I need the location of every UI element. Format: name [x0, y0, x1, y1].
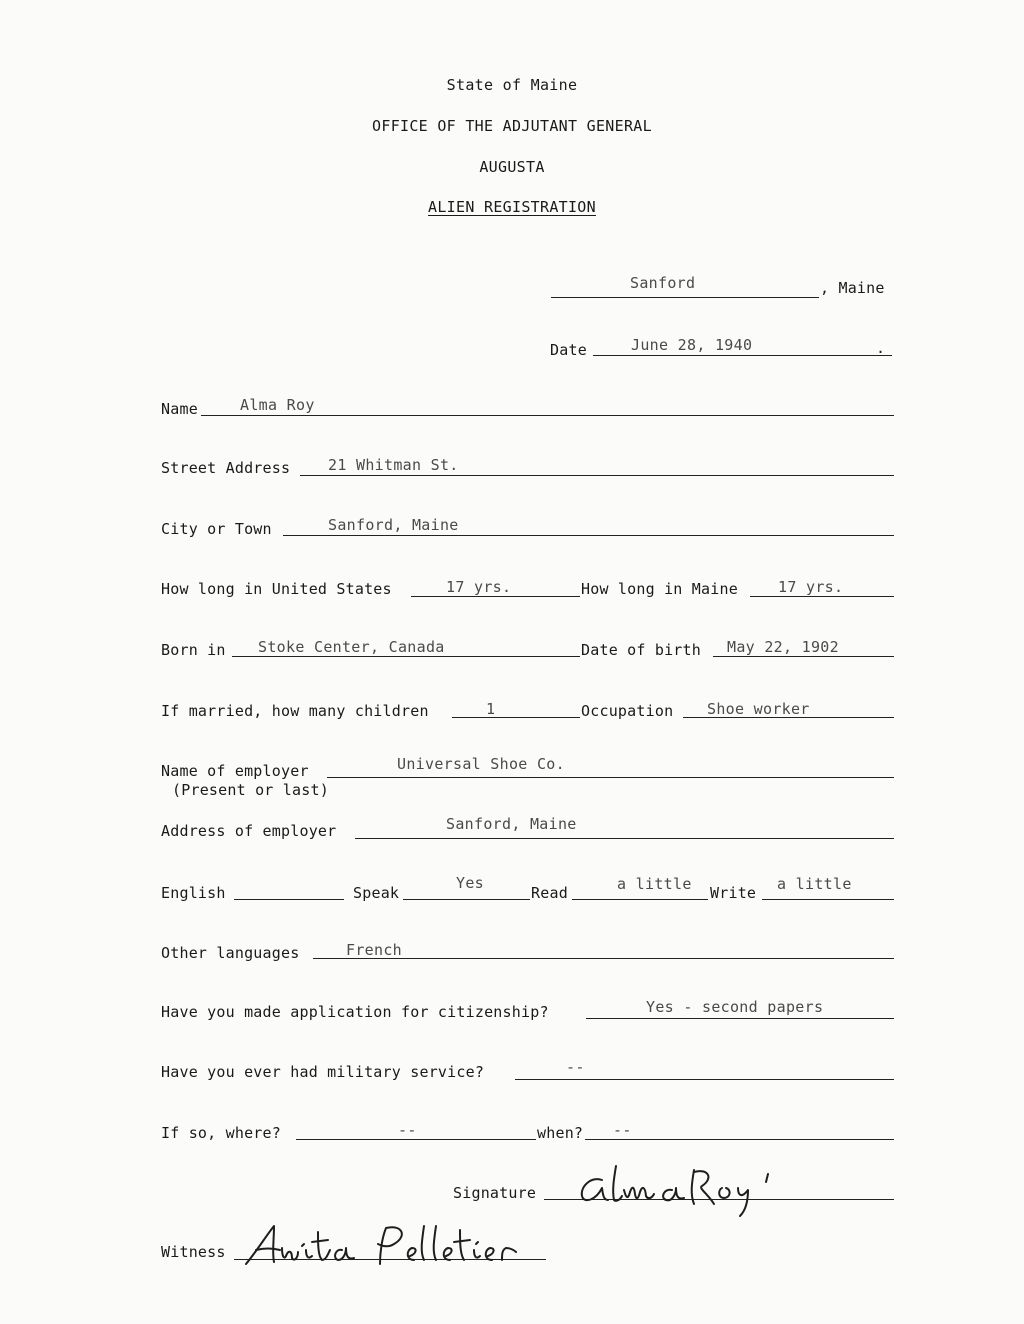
how-long-maine-label: How long in Maine	[581, 580, 738, 598]
employer-name-label: Name of employer	[161, 762, 309, 780]
form-title: ALIEN REGISTRATION	[428, 198, 596, 216]
city-line	[283, 535, 894, 536]
name-line	[201, 415, 894, 416]
city-value: Sanford, Maine	[328, 516, 459, 534]
citizenship-value: Yes - second papers	[646, 998, 824, 1016]
employer-address-line	[355, 838, 894, 839]
city-label: City or Town	[161, 520, 272, 538]
witness-label: Witness	[161, 1243, 226, 1261]
children-label: If married, how many children	[161, 702, 429, 720]
how-long-us-value: 17 yrs.	[446, 578, 512, 596]
occupation-label: Occupation	[581, 702, 674, 720]
english-label: English	[161, 884, 226, 902]
write-label: Write	[710, 884, 757, 902]
read-label: Read	[531, 884, 568, 902]
speak-value: Yes	[456, 874, 484, 892]
born-in-line	[232, 656, 580, 657]
military-label: Have you ever had military service?	[161, 1063, 485, 1081]
date-line	[593, 355, 892, 356]
citizenship-line	[586, 1018, 894, 1019]
town-value: Sanford	[630, 274, 696, 292]
date-label: Date	[550, 341, 587, 359]
signature-handwriting	[572, 1160, 812, 1220]
occupation-value: Shoe worker	[707, 700, 810, 718]
when-value: --	[613, 1121, 632, 1139]
employer-name-value: Universal Shoe Co.	[397, 755, 565, 773]
date-of-birth-value: May 22, 1902	[727, 638, 839, 656]
where-label: If so, where?	[161, 1124, 281, 1142]
name-label: Name	[161, 400, 198, 418]
date-of-birth-label: Date of birth	[581, 641, 701, 659]
write-line	[762, 899, 894, 900]
date-value: June 28, 1940	[631, 336, 753, 354]
speak-line	[403, 899, 530, 900]
signature-label: Signature	[453, 1184, 537, 1202]
military-value: --	[566, 1058, 585, 1076]
children-line	[452, 717, 580, 718]
street-address-label: Street Address	[161, 459, 291, 477]
how-long-maine-value: 17 yrs.	[778, 578, 844, 596]
office-heading: OFFICE OF THE ADJUTANT GENERAL	[372, 117, 652, 135]
witness-handwriting	[240, 1218, 550, 1273]
military-line	[515, 1079, 894, 1080]
citizenship-label: Have you made application for citizenship?	[161, 1003, 549, 1021]
children-value: 1	[486, 700, 496, 718]
when-label: when?	[537, 1124, 584, 1142]
employer-address-label: Address of employer	[161, 822, 337, 840]
how-long-us-label: How long in United States	[161, 580, 392, 598]
when-line	[585, 1139, 894, 1140]
employer-name-line	[327, 777, 894, 778]
born-in-value: Stoke Center, Canada	[258, 638, 445, 656]
where-line	[296, 1139, 536, 1140]
other-languages-label: Other languages	[161, 944, 300, 962]
born-in-label: Born in	[161, 641, 226, 659]
read-line	[572, 899, 708, 900]
street-address-line	[300, 475, 894, 476]
date-end-mark: .	[876, 339, 886, 357]
state-suffix-label: , Maine	[820, 279, 885, 297]
how-long-us-line	[411, 596, 580, 597]
english-line	[234, 899, 344, 900]
city-heading: AUGUSTA	[479, 158, 545, 176]
where-value: --	[398, 1121, 417, 1139]
other-languages-value: French	[346, 941, 402, 959]
street-address-value: 21 Whitman St.	[328, 456, 459, 474]
speak-label: Speak	[353, 884, 400, 902]
write-value: a little	[777, 875, 852, 893]
date-of-birth-line	[713, 656, 894, 657]
employer-address-value: Sanford, Maine	[446, 815, 577, 833]
name-value: Alma Roy	[240, 396, 315, 414]
employer-name-sublabel: (Present or last)	[172, 781, 329, 799]
town-line	[551, 297, 819, 298]
read-value: a little	[617, 875, 692, 893]
how-long-maine-line	[750, 596, 894, 597]
state-heading: State of Maine	[446, 76, 578, 94]
